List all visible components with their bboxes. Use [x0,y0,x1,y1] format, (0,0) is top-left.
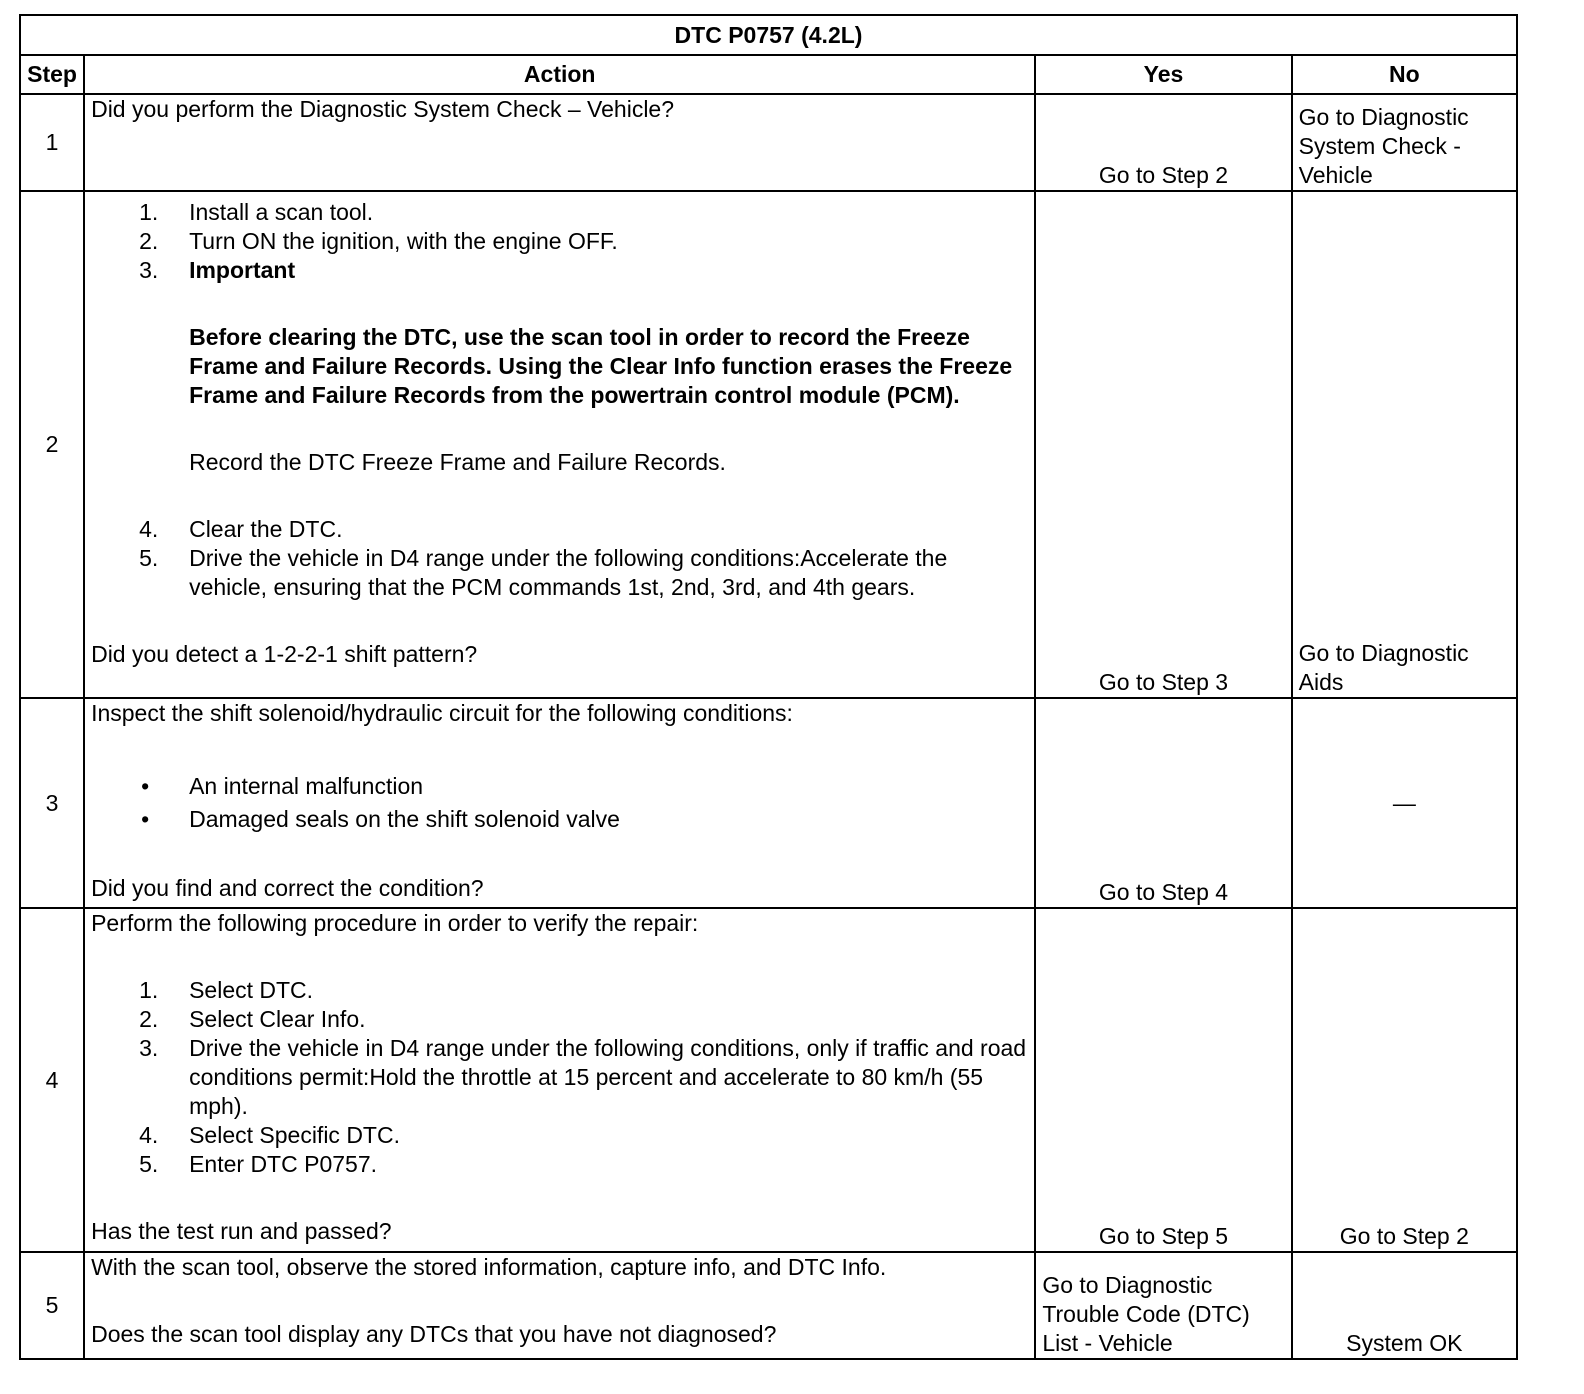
action-cell [84,698,1035,908]
table-row-step-3 [20,698,1517,908]
list-item: 3. Important [139,257,296,283]
action-cell [84,191,1035,698]
no-cell: Go to Diagnostic System Check - Vehicle [1292,94,1517,191]
step-number: 1 [20,94,84,191]
table-title: DTC P0757 (4.2L) [20,15,1517,55]
header-action: Action [84,55,1035,94]
no-cell: Go to Step 2 [1292,908,1517,1252]
step-intro: With the scan tool, observe the stored information, capture info, and DTC Info. [91,1254,887,1280]
list-item: • An internal malfunction [91,770,1028,803]
list-item: 1. Install a scan tool. [139,199,374,225]
yes-cell: Go to Diagnostic Trouble Code (DTC) List - Vehicle [1035,1252,1291,1359]
yes-cell: Go to Step 5 [1035,908,1291,1252]
bullet-icon: • [141,806,150,832]
table-row-step-5 [20,1252,1517,1359]
step-number: 4 [20,908,84,1252]
list-item: 5. Drive the vehicle in D4 range under the following conditions:Accelerate the vehicle, ensuring that the PCM commands 1st, 2nd, 3rd, and 4th gears. [139,545,948,600]
step-number: 2 [20,191,84,698]
no-cell: System OK [1292,1252,1517,1359]
step-number: 5 [20,1252,84,1359]
list-item: 1. Select DTC. [139,977,314,1003]
list-item: 5. Enter DTC P0757. [139,1151,377,1177]
header-no: No [1292,55,1517,94]
important-note: Before clearing the DTC, use the scan tool in order to record the Freeze Frame and Failure Records. Using the Clear Info function erases the Freeze Frame and Failure Records from the powertrain control module (PCM). [189,324,1013,408]
no-cell: — [1292,698,1517,908]
list-item: 4. Select Specific DTC. [139,1122,400,1148]
action-cell [84,1252,1035,1359]
step-question: Did you find and correct the condition? [91,875,484,901]
step-question: Did you detect a 1-2-2-1 shift pattern? [91,641,478,667]
procedure-list-continued [91,515,1028,602]
action-cell [84,94,1035,191]
diagnostic-table [19,14,1518,1360]
list-item: • Damaged seals on the shift solenoid valve [91,803,1028,836]
condition-list [91,770,1028,836]
step-number: 3 [20,698,84,908]
step-question: Has the test run and passed? [91,1218,392,1244]
diagnostic-table-container [19,14,1518,1360]
yes-cell: Go to Step 2 [1035,94,1291,191]
step-question: Did you perform the Diagnostic System Check – Vehicle? [91,96,675,122]
list-item: 2. Select Clear Info. [139,1006,366,1032]
step-question: Does the scan tool display any DTCs that you have not diagnosed? [91,1321,777,1347]
table-header-row [20,55,1517,94]
record-instruction: Record the DTC Freeze Frame and Failure Records. [189,449,726,475]
step-intro: Inspect the shift solenoid/hydraulic circuit for the following conditions: [91,700,793,726]
action-cell [84,908,1035,1252]
no-cell: Go to Diagnostic Aids [1292,191,1517,698]
table-row-step-2 [20,191,1517,698]
important-heading: Important [189,257,296,283]
yes-cell: Go to Step 4 [1035,698,1291,908]
table-title-row [20,15,1517,55]
header-yes: Yes [1035,55,1291,94]
yes-cell: Go to Step 3 [1035,191,1291,698]
table-row-step-1 [20,94,1517,191]
step-intro: Perform the following procedure in order to verify the repair: [91,910,699,936]
bullet-icon: • [141,773,150,799]
table-row-step-4 [20,908,1517,1252]
verification-list [91,976,1028,1179]
list-item: 3. Drive the vehicle in D4 range under the following conditions, only if traffic and road conditions permit:Hold the throttle at 15 percent and accelerate to 80 km/h (55 mph). [139,1035,1027,1119]
list-item: 4. Clear the DTC. [139,516,343,542]
header-step: Step [20,55,84,94]
procedure-list [91,198,1028,285]
list-item: 2. Turn ON the ignition, with the engine OFF. [139,228,618,254]
